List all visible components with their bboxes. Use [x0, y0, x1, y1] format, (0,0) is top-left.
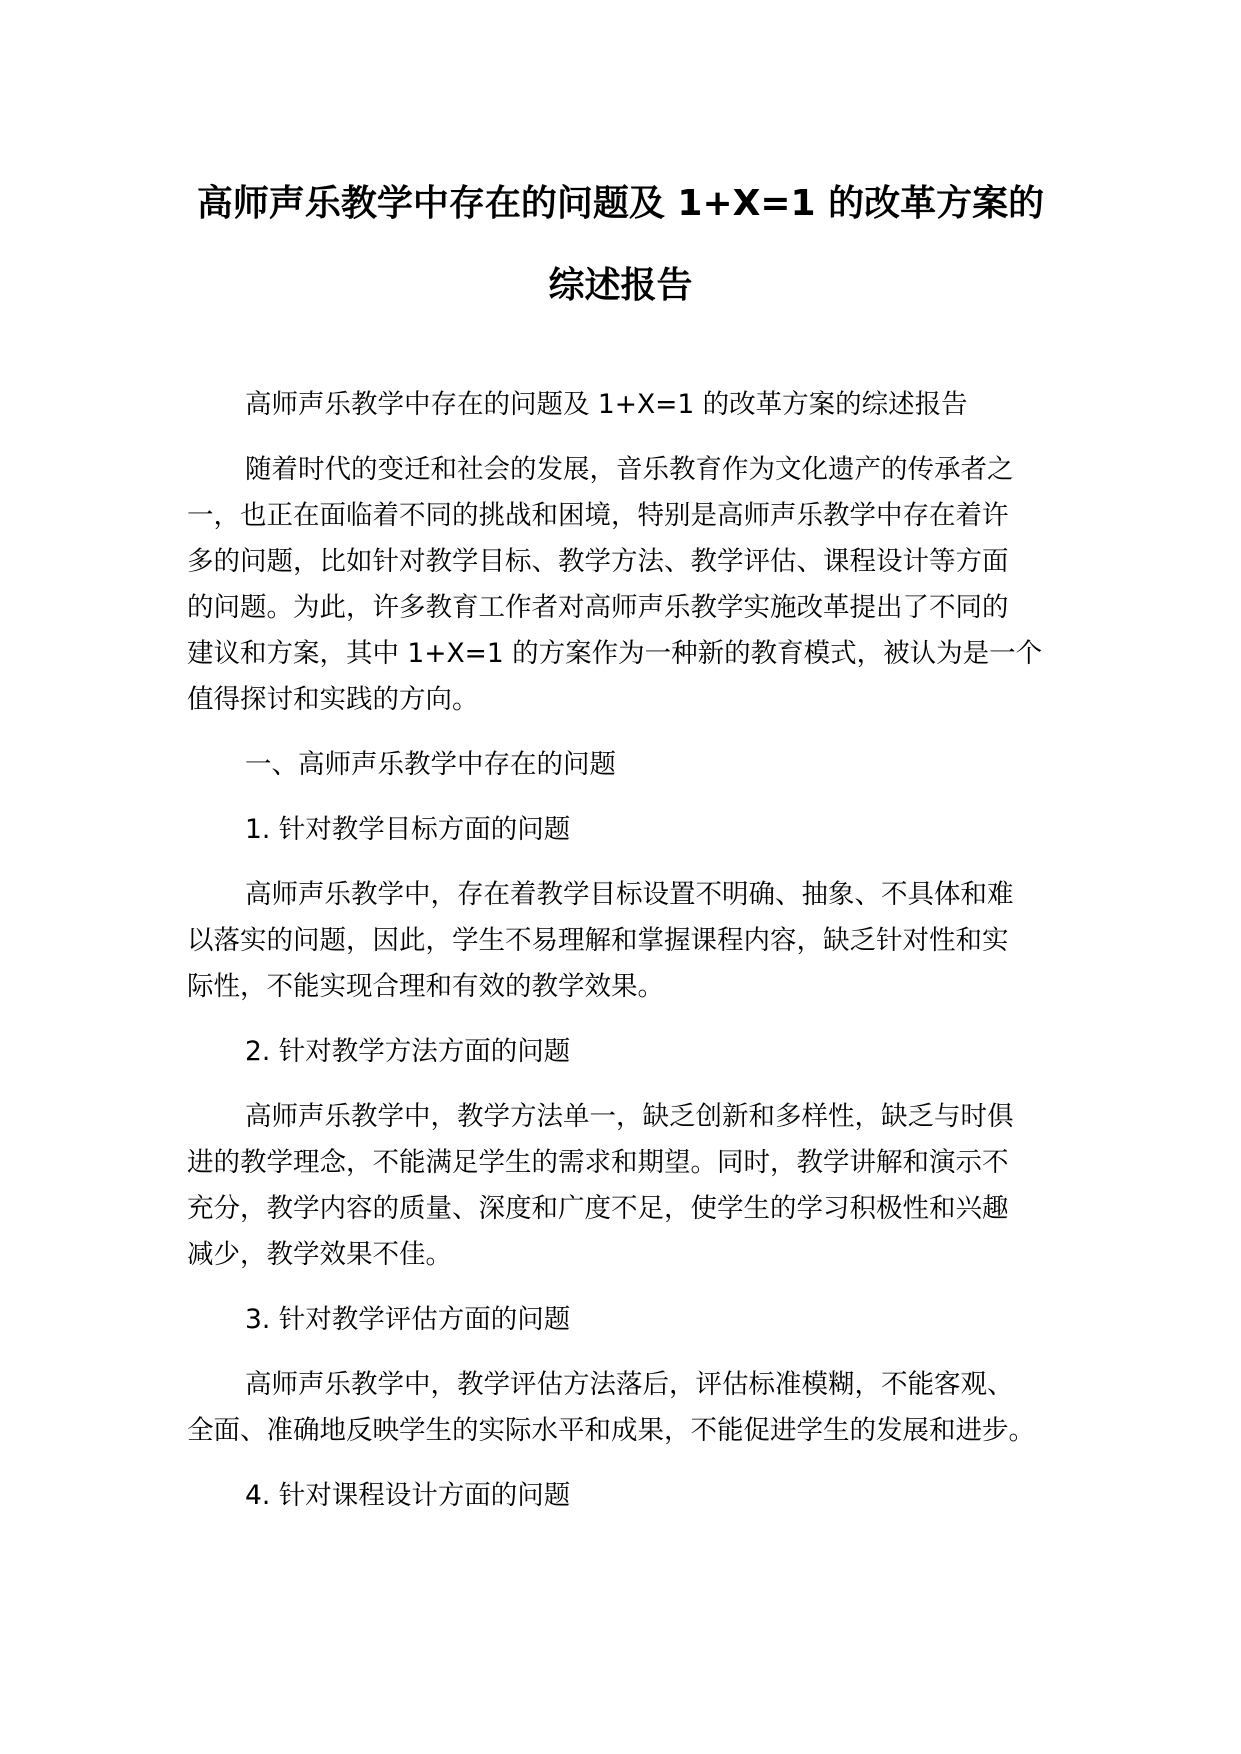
subtitle-paragraph: 高师声乐教学中存在的问题及 1+X=1 的改革方案的综述报告: [245, 389, 968, 420]
document-title-line-2: 综述报告: [548, 265, 693, 306]
intro-paragraph: [187, 447, 1057, 723]
item-heading: 4. 针对课程设计方面的问题: [245, 1480, 571, 1511]
paragraph-line: 值得探讨和实践的方向。: [187, 684, 479, 715]
item-paragraph: [187, 1362, 1057, 1454]
paragraph-line: 际性，不能实现合理和有效的教学效果。: [187, 971, 664, 1002]
item-paragraph: [187, 872, 1057, 1010]
paragraph-line: 的问题。为此，许多教育工作者对高师声乐教学实施改革提出了不同的: [187, 592, 1009, 623]
paragraph-line: 随着时代的变迁和社会的发展，音乐教育作为文化遗产的传承者之: [245, 454, 1014, 485]
paragraph-line: 以落实的问题，因此，学生不易理解和掌握课程内容，缺乏针对性和实: [187, 925, 1009, 956]
paragraph-line: 高师声乐教学中，存在着教学目标设置不明确、抽象、不具体和难: [245, 879, 1014, 910]
paragraph-line: 减少，教学效果不佳。: [187, 1239, 452, 1270]
paragraph-line: 充分，教学内容的质量、深度和广度不足，使学生的学习积极性和兴趣: [187, 1193, 1009, 1224]
item-heading: 2. 针对教学方法方面的问题: [245, 1036, 571, 1067]
document-title-line-1: 高师声乐教学中存在的问题及 1+X=1 的改革方案的: [196, 183, 1045, 224]
paragraph-line: 进的教学理念，不能满足学生的需求和期望。同时，教学讲解和演示不: [187, 1147, 1009, 1178]
paragraph-line: 多的问题，比如针对教学目标、教学方法、教学评估、课程设计等方面: [187, 546, 1009, 577]
paragraph-line: 高师声乐教学中，教学评估方法落后，评估标准模糊，不能客观、: [245, 1369, 1014, 1400]
paragraph-line: 一，也正在面临着不同的挑战和困境，特别是高师声乐教学中存在着许: [187, 500, 1009, 531]
paragraph-line: 高师声乐教学中，教学方法单一，缺乏创新和多样性，缺乏与时俱: [245, 1101, 1014, 1132]
paragraph-line: 建议和方案，其中 1+X=1 的方案作为一种新的教育模式，被认为是一个: [187, 638, 1043, 669]
document-body: [187, 382, 1057, 1519]
item-paragraph: [187, 1094, 1057, 1278]
item-heading: 3. 针对教学评估方面的问题: [245, 1304, 571, 1335]
item-heading: 1. 针对教学目标方面的问题: [245, 814, 571, 845]
paragraph-line: 全面、准确地反映学生的实际水平和成果，不能促进学生的发展和进步。: [187, 1415, 1035, 1446]
section-heading: 一、高师声乐教学中存在的问题: [245, 749, 616, 780]
